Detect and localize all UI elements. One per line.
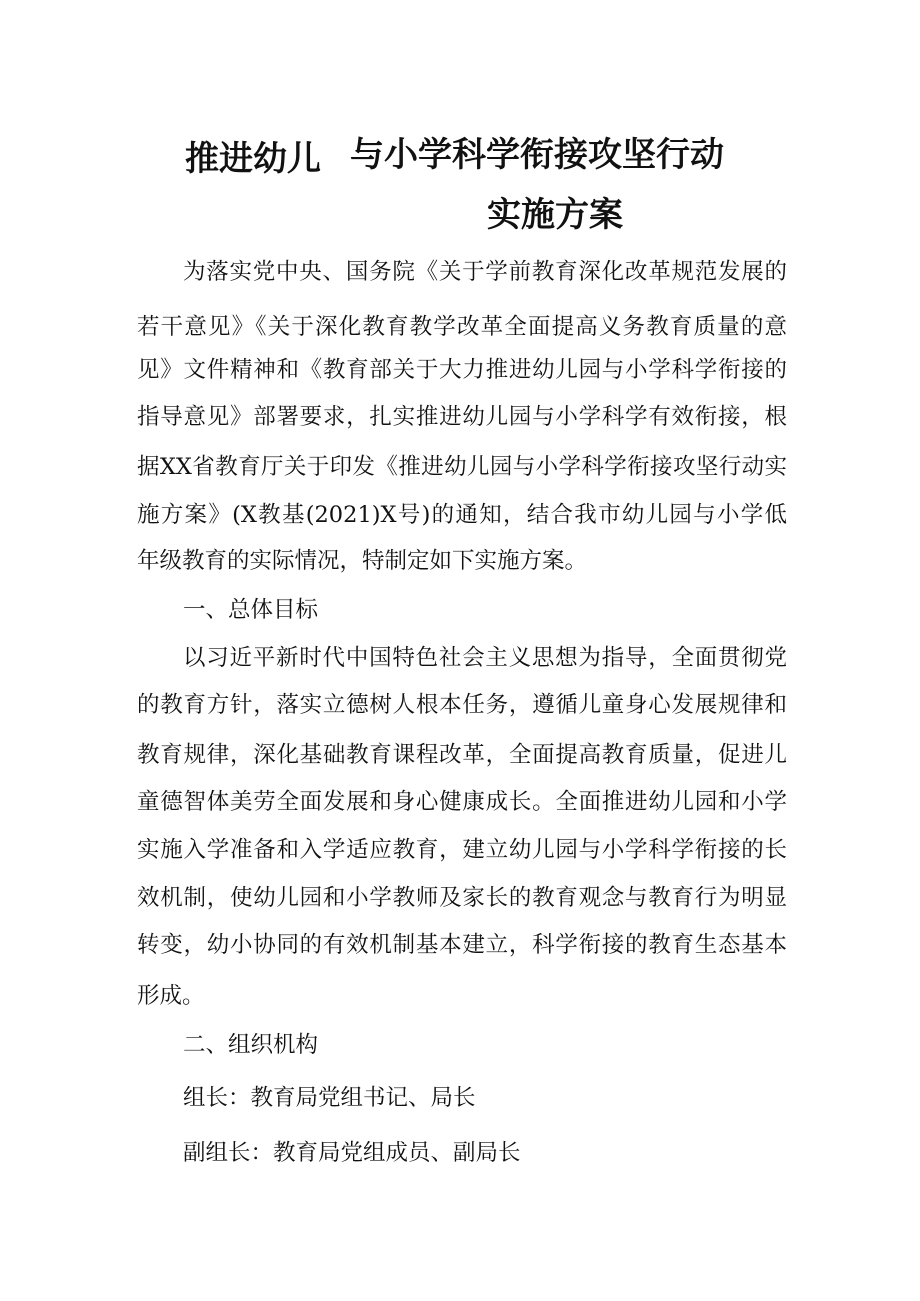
- goals-line: 效机制，使幼儿园和小学教师及家长的教育观念与教育行为明显: [137, 885, 787, 911]
- section-heading-goals: 一、总体目标: [183, 597, 319, 623]
- intro-line: 指导意见》部署要求，扎实推进幼儿园与小学科学有效衔接，根: [137, 404, 787, 430]
- intro-line: 见》文件精神和《教育部关于大力推进幼儿园与小学科学衔接的: [137, 357, 787, 383]
- goals-line: 形成。: [137, 983, 205, 1009]
- goals-line: 以习近平新时代中国特色社会主义思想为指导，全面贯彻党: [183, 645, 787, 671]
- intro-line: 据XX省教育厅关于印发《推进幼儿园与小学科学衔接攻坚行动实: [137, 454, 787, 480]
- group-leader-line: 组长：教育局党组书记、局长: [183, 1085, 476, 1111]
- goals-line: 教育规律，深化基础教育课程改革，全面提高教育质量，促进儿: [137, 742, 787, 768]
- title-part-1: 推进幼儿: [185, 139, 321, 179]
- goals-line: 转变，幼小协同的有效机制基本建立，科学衔接的教育生态基本: [137, 932, 787, 958]
- goals-line: 童德智体美劳全面发展和身心健康成长。全面推进幼儿园和小学: [137, 789, 787, 815]
- goals-line: 实施入学准备和入学适应教育，建立幼儿园与小学科学衔接的长: [137, 837, 787, 863]
- title-part-2: 与小学科学衔接攻坚行动: [350, 135, 724, 175]
- intro-line: 年级教育的实际情况，特制定如下实施方案。: [137, 548, 588, 574]
- goals-line: 的教育方针，落实立德树人根本任务，遵循儿童身心发展规律和: [137, 692, 787, 718]
- deputy-leader-line: 副组长：教育局党组成员、副局长: [183, 1140, 521, 1166]
- intro-line: 施方案》(X教基(2021)X号)的通知，结合我市幼儿园与小学低: [137, 502, 787, 528]
- section-heading-organization: 二、组织机构: [183, 1032, 319, 1058]
- title-line-2: 实施方案: [487, 195, 623, 235]
- intro-line: 为落实党中央、国务院《关于学前教育深化改革规范发展的: [183, 259, 787, 285]
- intro-line: 若干意见》《关于深化教育教学改革全面提高义务教育质量的意: [137, 314, 787, 340]
